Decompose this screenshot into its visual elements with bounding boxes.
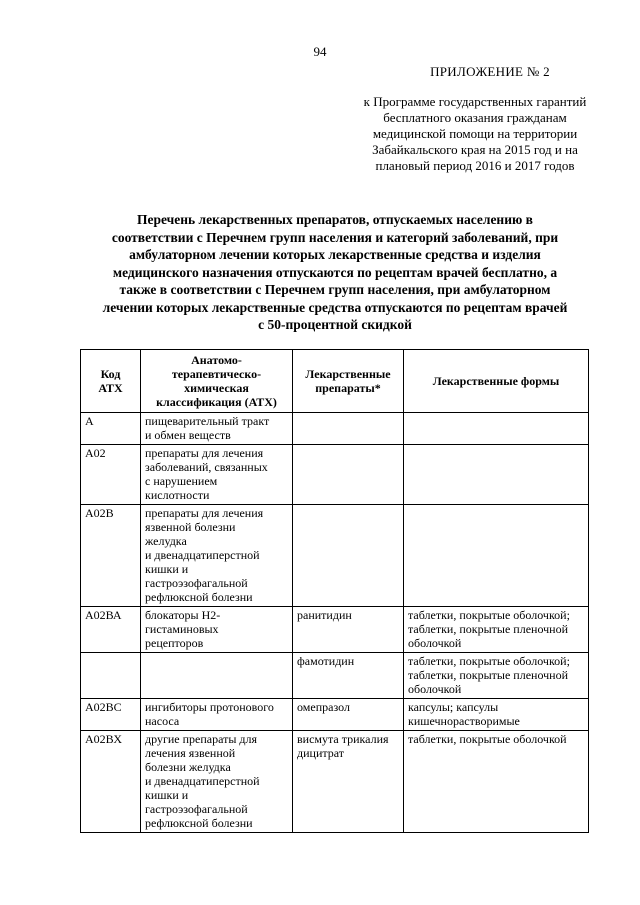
atx-code-cell — [81, 653, 141, 699]
header-drugs: Лекарственные препараты* — [293, 350, 404, 413]
drug-cell: ранитидин — [293, 607, 404, 653]
table-row — [81, 445, 589, 505]
form-cell: таблетки, покрытые оболочкой — [404, 731, 589, 833]
table-row — [81, 607, 589, 653]
atx-code-cell: А02ВС — [81, 699, 141, 731]
appendix-subtitle: к Программе государственных гарантий бесплатного оказания гражданам медицинской помощи на территории Забайкальского края на 2015 год и на плановый период 2016 и 2017 годов — [363, 94, 587, 173]
drug-cell: омепразол — [293, 699, 404, 731]
classification-cell — [141, 653, 293, 699]
drug-cell: фамотидин — [293, 653, 404, 699]
form-cell: таблетки, покрытые оболочкой; таблетки, покрытые пленочной оболочкой — [404, 653, 589, 699]
table-row — [81, 731, 589, 833]
form-cell: таблетки, покрытые оболочкой; таблетки, покрытые пленочной оболочкой — [404, 607, 589, 653]
table-row — [81, 505, 589, 607]
table-row — [81, 413, 589, 445]
page-number: 94 — [313, 44, 327, 59]
header-code: Код АТХ — [81, 350, 141, 413]
header-classification: Анатомо- терапевтическо- химическая классификация (АТХ) — [141, 350, 293, 413]
atx-code-cell: А02ВХ — [81, 731, 141, 833]
classification-cell: препараты для лечения заболеваний, связанных с нарушением кислотности — [141, 445, 293, 505]
drug-cell — [293, 445, 404, 505]
table-row — [81, 653, 589, 699]
classification-cell: пищеварительный тракт и обмен веществ — [141, 413, 293, 445]
classification-cell: блокаторы Н2- гистаминовых рецепторов — [141, 607, 293, 653]
drug-cell — [293, 413, 404, 445]
drug-cell — [293, 505, 404, 607]
drug-cell: висмута трикалия дицитрат — [293, 731, 404, 833]
appendix-title: ПРИЛОЖЕНИЕ № 2 — [430, 64, 550, 79]
classification-cell: другие препараты для лечения язвенной болезни желудка и двенадцатиперстной кишки и гастроэзофагальной рефлюксной болезни — [141, 731, 293, 833]
document-title: Перечень лекарственных препаратов, отпускаемых населению в соответствии с Перечнем групп населения и категорий заболеваний, при амбулаторном лечении которых лекарственные средства и изделия медицинского назначения отпускаются по рецептам врачей бесплатно, а также в соответствии с Перечнем групп населения, при амбулаторном лечении которых лекарственные средства отпускаются по рецептам врачей с 50-процентной скидкой — [102, 212, 568, 332]
atx-code-cell: А02В — [81, 505, 141, 607]
classification-cell: препараты для лечения язвенной болезни желудка и двенадцатиперстной кишки и гастроэзофагальной рефлюксной болезни — [141, 505, 293, 607]
table-header — [81, 350, 589, 413]
form-cell: капсулы; капсулы кишечнорастворимые — [404, 699, 589, 731]
atx-code-cell: А02 — [81, 445, 141, 505]
form-cell — [404, 505, 589, 607]
header-forms: Лекарственные формы — [404, 350, 589, 413]
atx-code-cell: А02ВА — [81, 607, 141, 653]
table-row — [81, 699, 589, 731]
atx-drug-table — [80, 349, 589, 833]
classification-cell: ингибиторы протонового насоса — [141, 699, 293, 731]
form-cell — [404, 445, 589, 505]
atx-code-cell: А — [81, 413, 141, 445]
form-cell — [404, 413, 589, 445]
